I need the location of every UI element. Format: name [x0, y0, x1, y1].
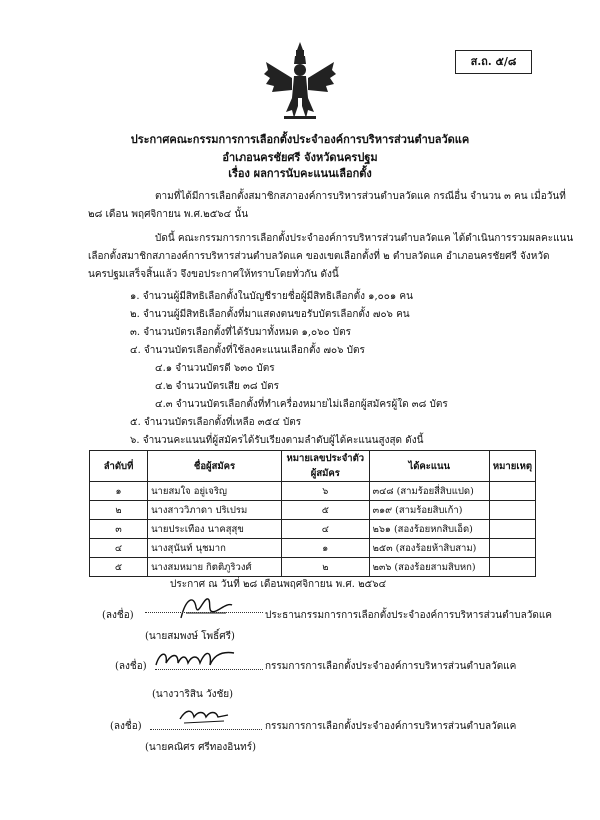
- table-row: [90, 558, 536, 577]
- cell-name: นางสมหมาย กิตติภูริวงศ์: [148, 558, 282, 577]
- cell-order: ๔: [90, 539, 148, 558]
- signature-label: (ลงชื่อ): [110, 721, 142, 732]
- para2-line-1: บัดนี้ คณะกรรมการการเลือกตั้งประจำองค์การบริหารส่วนตำบลวัดแค ได้ดำเนินการรวมผลคะแนน: [155, 233, 574, 244]
- signer-name: (นางวาริสิน วังชัย): [152, 689, 234, 700]
- announce-date: ประกาศ ณ วันที่ ๒๘ เดือนพฤศจิกายน พ.ศ. ๒๕๖๔: [170, 579, 387, 590]
- cell-note: [489, 520, 535, 539]
- list-item: ๒. จำนวนผู้มีสิทธิเลือกตั้งที่มาแสดงตนขอรับบัตรเลือกตั้ง ๗๐๖ คน: [130, 309, 410, 320]
- table-header-row: [90, 451, 536, 482]
- cell-note: [489, 482, 535, 501]
- para1-line-1: ตามที่ได้มีการเลือกตั้งสมาชิกสภาองค์การบริหารส่วนตำบลวัดแค กรณีอื่น จำนวน ๓ คน เมื่อวันที่: [155, 191, 566, 202]
- header-line-1: ประกาศคณะกรรมการการเลือกตั้งประจำองค์การบริหารส่วนตำบลวัดแค: [130, 133, 470, 146]
- list-sub-item: ๔.๒ จำนวนบัตรเสีย ๓๘ บัตร: [155, 381, 279, 392]
- cell-order: ๕: [90, 558, 148, 577]
- list-item: ๕. จำนวนบัตรเลือกตั้งที่เหลือ ๓๕๔ บัตร: [130, 417, 302, 428]
- cell-score: ๒๓๖ (สองร้อยสามสิบหก): [369, 558, 489, 577]
- cell-number: ๖: [282, 482, 370, 501]
- col-header-number: หมายเลขประจำตัว ผู้สมัคร: [282, 451, 370, 482]
- signature-position: กรรมการการเลือกตั้งประจำองค์การบริหารส่วนตำบลวัดแค: [265, 721, 517, 732]
- cell-order: ๒: [90, 501, 148, 520]
- cell-note: [489, 539, 535, 558]
- cell-score: ๒๖๑ (สองร้อยหกสิบเอ็ด): [369, 520, 489, 539]
- list-item: ๓. จำนวนบัตรเลือกตั้งที่ได้รับมาทั้งหมด ๑,๐๖๐ บัตร: [130, 327, 351, 338]
- cell-name: นางสาววิภาดา ปริเปรม: [148, 501, 282, 520]
- para2-line-3: นครปฐมเสร็จสิ้นแล้ว จึงขอประกาศให้ทราบโดยทั่วกัน ดังนี้: [88, 269, 339, 280]
- results-table: [89, 450, 536, 577]
- list-sub-item: ๔.๑ จำนวนบัตรดี ๖๓๐ บัตร: [155, 363, 275, 374]
- garuda-emblem-icon: [262, 40, 338, 122]
- list-item: ๑. จำนวนผู้มีสิทธิเลือกตั้งในบัญชีรายชื่อผู้มีสิทธิเลือกตั้ง ๑,๐๐๑ คน: [130, 291, 413, 302]
- signature-dotted-line: [155, 669, 263, 670]
- cell-name: นายสมใจ อยู่เจริญ: [148, 482, 282, 501]
- cell-order: ๑: [90, 482, 148, 501]
- para1-line-2: ๒๘ เดือน พฤศจิกายน พ.ศ.๒๕๖๔ นั้น: [88, 209, 249, 220]
- signer-name: (นายสมพงษ์ โพธิ์ศรี): [145, 631, 235, 642]
- col-header-note: หมายเหตุ: [489, 451, 535, 482]
- cell-number: ๔: [282, 520, 370, 539]
- signature-dotted-line: [145, 612, 263, 613]
- col-header-score: ได้คะแนน: [369, 451, 489, 482]
- cell-number: ๑: [282, 539, 370, 558]
- signature-scribble-icon: [176, 593, 236, 623]
- cell-number: ๒: [282, 558, 370, 577]
- signature-scribble-icon: [176, 705, 236, 729]
- cell-name: นายประเทือง นาคสุสุข: [148, 520, 282, 539]
- header-line-3: เรื่อง ผลการนับคะแนนเลือกตั้ง: [228, 167, 372, 180]
- cell-score: ๓๔๘ (สามร้อยสี่สิบแปด): [369, 482, 489, 501]
- table-row: [90, 501, 536, 520]
- form-code-box: ส.ถ. ๕/๘: [455, 50, 532, 74]
- signature-label: (ลงชื่อ): [102, 610, 134, 621]
- col-header-name: ชื่อผู้สมัคร: [148, 451, 282, 482]
- cell-note: [489, 558, 535, 577]
- para2-line-2: เลือกตั้งสมาชิกสภาองค์การบริหารส่วนตำบลวัดแค ของเขตเลือกตั้งที่ ๒ ตำบลวัดแค อำเภอนครชัยศรี จังหวัด: [88, 251, 550, 262]
- cell-order: ๓: [90, 520, 148, 539]
- signer-name: (นายคณิศร ศรีทองอินทร์): [145, 742, 256, 753]
- table-row: [90, 482, 536, 501]
- list-item: ๔. จำนวนบัตรเลือกตั้งที่ใช้ลงคะแนนเลือกตั้ง ๗๐๖ บัตร: [130, 345, 365, 356]
- list-sub-item: ๔.๓ จำนวนบัตรเลือกตั้งที่ทำเครื่องหมายไม่เลือกผู้สมัครผู้ใด ๓๘ บัตร: [155, 399, 448, 410]
- table-row: [90, 520, 536, 539]
- signature-position: กรรมการการเลือกตั้งประจำองค์การบริหารส่วนตำบลวัดแค: [265, 661, 517, 672]
- signature-position: ประธานกรรมการการเลือกตั้งประจำองค์การบริหารส่วนตำบลวัดแค: [265, 610, 552, 621]
- cell-number: ๕: [282, 501, 370, 520]
- table-row: [90, 539, 536, 558]
- cell-name: นางสุนันท์ นุชมาก: [148, 539, 282, 558]
- signature-dotted-line: [150, 729, 262, 730]
- cell-score: ๒๕๓ (สองร้อยห้าสิบสาม): [369, 539, 489, 558]
- cell-score: ๓๑๙ (สามร้อยสิบเก้า): [369, 501, 489, 520]
- list-item: ๖. จำนวนคะแนนที่ผู้สมัครได้รับเรียงตามลำดับผู้ได้คะแนนสูงสุด ดังนี้: [130, 435, 424, 446]
- signature-label: (ลงชื่อ): [115, 661, 147, 672]
- cell-note: [489, 501, 535, 520]
- col-header-order: ลำดับที่: [90, 451, 148, 482]
- header-line-2: อำเภอนครชัยศรี จังหวัดนครปฐม: [222, 151, 378, 164]
